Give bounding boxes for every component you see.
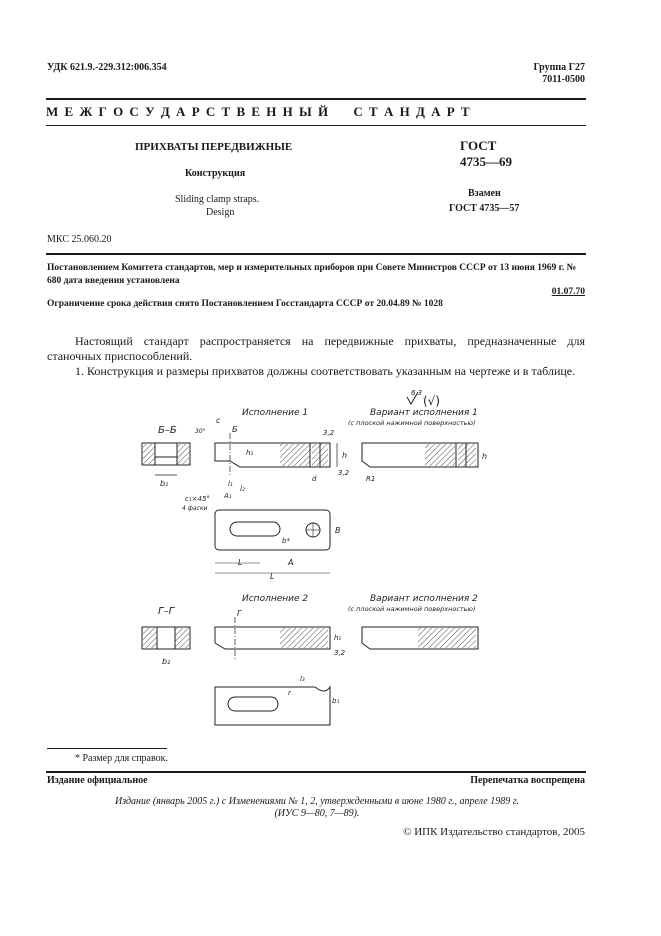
svg-text:R1: R1: [366, 475, 376, 483]
svg-text:L: L: [238, 558, 243, 567]
edition-line-1: Издание (январь 2005 г.) с Изменениями № 1, 2, утвержденными в июне 1980 г., апреле 1989 г.: [114, 796, 520, 807]
technical-drawing: [120, 385, 520, 740]
svg-text:3,2: 3,2: [323, 429, 335, 437]
svg-text:b₁: b₁: [160, 479, 169, 488]
svg-text:h₁: h₁: [246, 449, 254, 457]
title-ru-sub: Конструкция: [185, 168, 246, 179]
exec1-plan-view: [215, 510, 341, 581]
udk-code: УДК 621.9.-229.312:006.354: [47, 62, 167, 73]
svg-text:d: d: [312, 475, 317, 483]
svg-text:A: A: [288, 558, 294, 567]
svg-text:6,3: 6,3: [411, 389, 423, 397]
effective-date: 01.07.70: [551, 287, 585, 297]
paragraph-scope: Настоящий стандарт распространяется на передвижные прихваты, предназначенные для станочных приспособлений.: [47, 334, 585, 363]
standard-banner: М Е Ж Г О С У Д А Р С Т В Е Н Н Ы Й С Т А Н Д А Р Т: [46, 104, 472, 119]
banner-rule: [46, 125, 586, 126]
svg-text:Г: Г: [237, 609, 242, 618]
chamfer-label: c₁×45°: [185, 495, 210, 503]
svg-text:l₃: l₃: [300, 675, 305, 683]
svg-text:r: r: [288, 689, 291, 697]
mks-rule: [46, 253, 586, 255]
exec2-side-view: [215, 609, 346, 661]
replaces-number: ГОСТ 4735—57: [449, 203, 520, 214]
group-code: Группа Г27: [533, 62, 585, 73]
svg-text:b*: b*: [282, 537, 290, 545]
exec2-plan-view: [215, 675, 339, 725]
variant1-note: (с плоской нажимной поверхностью): [348, 419, 476, 427]
svg-text:L: L: [270, 572, 275, 581]
footer-rule: [46, 771, 586, 773]
variant2-label: Вариант исполнения 2: [370, 594, 478, 604]
svg-text:l₂: l₂: [240, 485, 245, 493]
section-gg: [142, 627, 190, 666]
footnote: * Размер для справок.: [75, 753, 168, 764]
limit-removed: Ограничение срока действия снято Постановлением Госстандарта СССР от 20.04.89 № 1028: [47, 299, 443, 309]
variant2-note: (с плоской нажимной поверхностью): [348, 605, 476, 613]
mks-code: МКС 25.060.20: [47, 234, 112, 245]
okp-code: 7011-0500: [542, 74, 585, 85]
svg-text:Б: Б: [232, 425, 238, 434]
svg-text:30°: 30°: [195, 428, 206, 435]
paragraph-design: 1. Конструкция и размеры прихватов должны соответствовать указанным на чертеже и в таблице.: [75, 364, 576, 378]
variant2-side-view: [362, 627, 478, 649]
top-rule: [46, 98, 586, 100]
roughness-symbol: [407, 389, 440, 408]
decree: Постановлением Комитета стандартов, мер и измерительных приборов при Совете Министров СССР от 13 июня 1969 г. № 680 дата введения установлена: [47, 263, 577, 286]
gost-label: ГОСТ: [460, 138, 497, 153]
copyright: © ИПК Издательство стандартов, 2005: [403, 826, 585, 838]
svg-text:B: B: [335, 526, 341, 535]
svg-text:c: c: [216, 416, 221, 425]
title-en-1: Sliding clamp straps.: [175, 194, 260, 205]
section-gg-label: Г–Г: [158, 606, 175, 617]
variant1-label: Вариант исполнения 1: [370, 408, 478, 418]
edition-official: Издание официальное: [47, 775, 148, 786]
svg-text:h: h: [342, 451, 348, 460]
svg-text:A₁: A₁: [224, 492, 232, 500]
chamfer-note: 4 фаски: [182, 505, 208, 512]
svg-text:3,2: 3,2: [334, 649, 346, 657]
footnote-rule: [47, 748, 167, 749]
title-en-2: Design: [206, 207, 235, 218]
replaces-label: Взамен: [468, 188, 501, 199]
svg-text:l₁: l₁: [228, 480, 233, 488]
svg-text:3,2: 3,2: [338, 469, 350, 477]
section-bb: [142, 443, 190, 488]
svg-text:b₁: b₁: [332, 697, 340, 705]
title-ru: ПРИХВАТЫ ПЕРЕДВИЖНЫЕ: [135, 141, 293, 153]
variant1-side-view: [362, 443, 487, 483]
svg-text:h: h: [482, 452, 488, 461]
svg-text:h₁: h₁: [334, 634, 342, 642]
edition-line-2: (ИУС 9—80, 7—89).: [274, 808, 360, 819]
reprint-forbidden: Перепечатка воспрещена: [470, 775, 585, 786]
svg-text:b₂: b₂: [162, 657, 171, 666]
exec1-label: Исполнение 1: [242, 408, 309, 418]
exec2-label: Исполнение 2: [242, 594, 309, 604]
svg-text:(√): (√): [423, 394, 441, 408]
exec1-side-view: [182, 416, 350, 512]
section-bb-label: Б–Б: [158, 425, 177, 436]
gost-number: 4735—69: [460, 154, 512, 169]
